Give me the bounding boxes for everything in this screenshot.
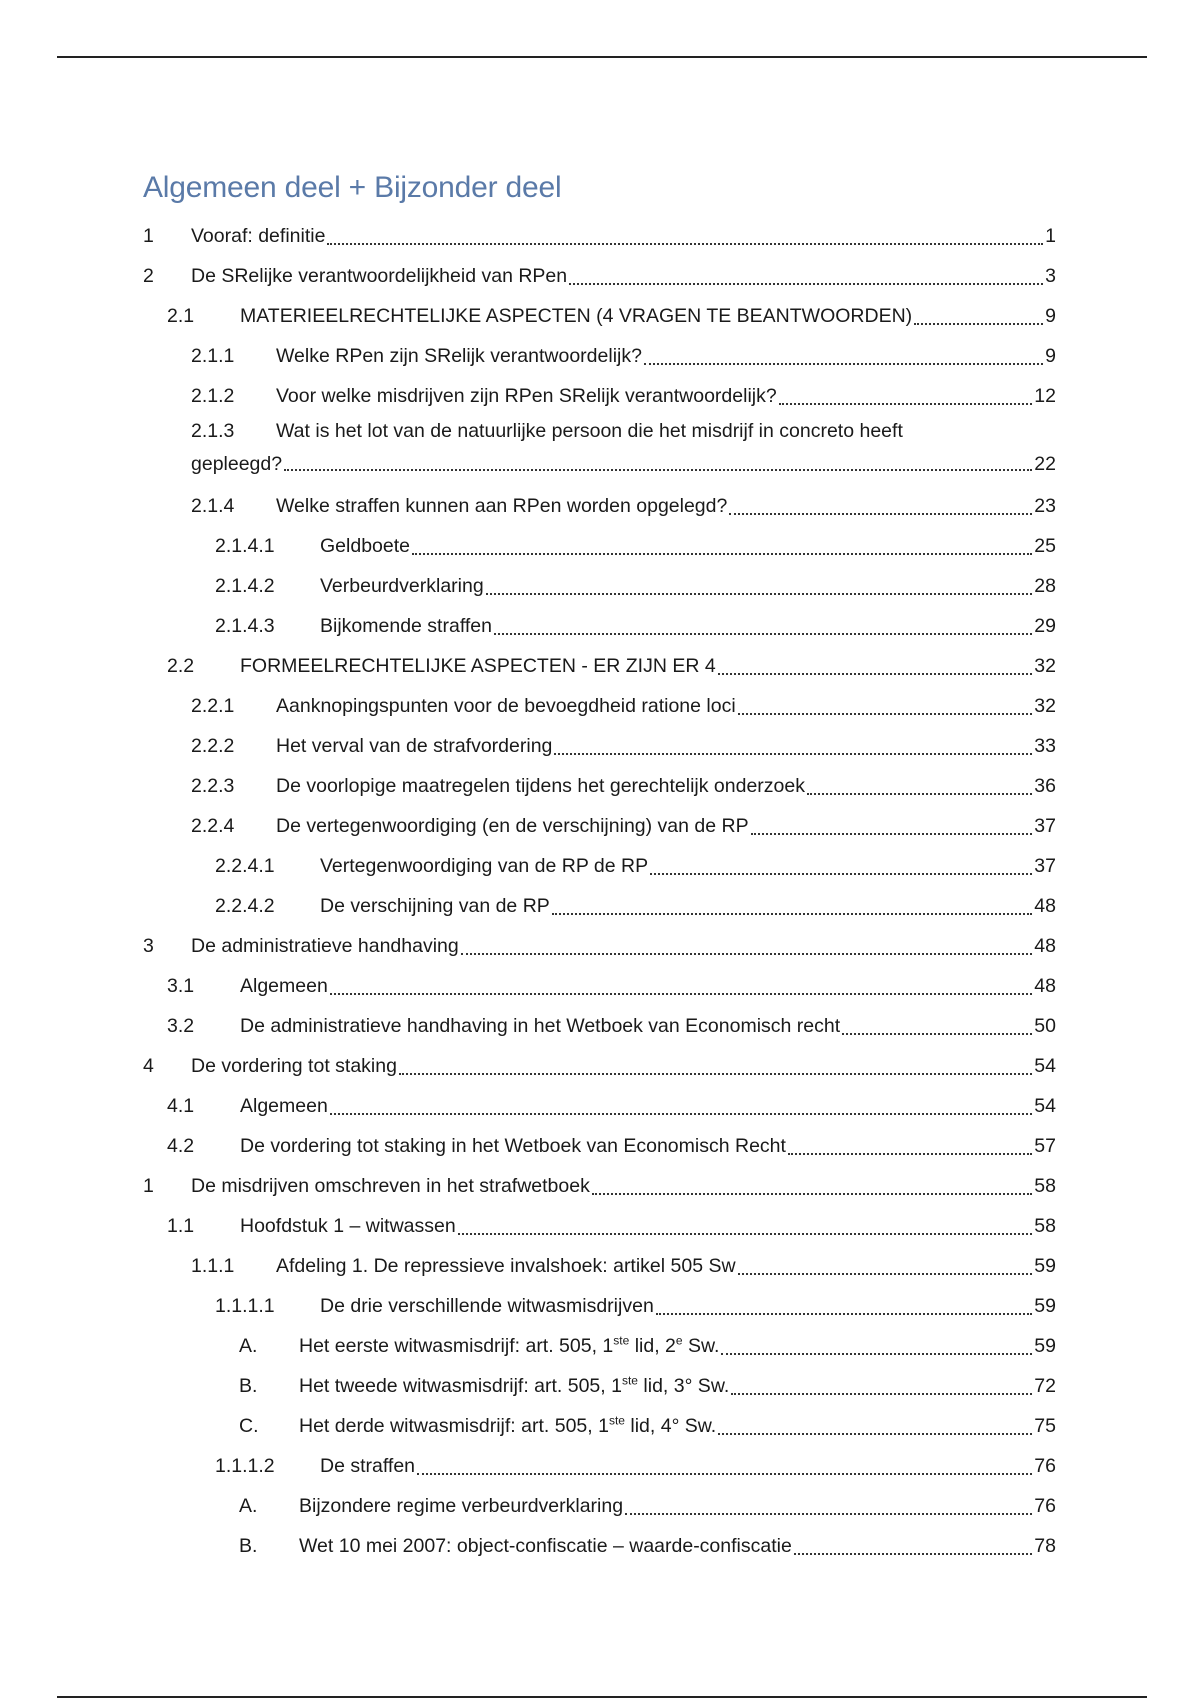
- toc-entry[interactable]: [143, 1446, 1056, 1486]
- toc-entry-number: 4.1: [167, 1095, 195, 1117]
- toc-entry[interactable]: [143, 726, 1056, 766]
- toc-entry-number: 2.2.4.2: [215, 895, 275, 917]
- toc-entry[interactable]: [143, 376, 1056, 416]
- dot-leader: [461, 953, 1033, 955]
- toc-page-number: 76: [1034, 1455, 1056, 1477]
- toc-entry-text: Bijzondere regime verbeurdverklaring: [299, 1495, 624, 1517]
- footer-rule: [57, 1696, 1147, 1698]
- toc-entry-number: 2.2: [167, 655, 195, 677]
- dot-leader: [731, 1393, 1032, 1395]
- toc-entry[interactable]: [143, 686, 1056, 726]
- text-fragment: lid, 3° Sw.: [637, 1375, 730, 1397]
- toc-entry-text: Welke straffen kunnen aan RPen worden opgelegd?: [276, 495, 728, 517]
- toc-page-number: 50: [1034, 1015, 1056, 1037]
- toc-entry[interactable]: [143, 806, 1056, 846]
- toc-entry-text: Wat is het lot van de natuurlijke persoon die het misdrijf in concreto heeft: [276, 420, 903, 442]
- dot-leader: [330, 1113, 1032, 1115]
- toc-entry-text: FORMEELRECHTELIJKE ASPECTEN - ER ZIJN ER 4: [240, 655, 716, 677]
- toc-title: Algemeen deel + Bijzonder deel: [143, 171, 562, 204]
- toc-entry-text: De vordering tot staking: [191, 1055, 397, 1077]
- toc-page-number: 32: [1034, 655, 1056, 677]
- toc-page-number: 36: [1034, 775, 1056, 797]
- toc-entry[interactable]: [143, 766, 1056, 806]
- dot-leader: [327, 243, 1043, 245]
- dot-leader: [417, 1473, 1032, 1475]
- toc-entry[interactable]: [143, 566, 1056, 606]
- toc-page-number: 37: [1034, 815, 1056, 837]
- dot-leader: [718, 1433, 1032, 1435]
- dot-leader: [486, 593, 1033, 595]
- toc-entry[interactable]: [143, 926, 1056, 966]
- toc-entry-number: 2.1.4.1: [215, 535, 275, 557]
- toc-entry-number: 2.1.4: [191, 495, 235, 517]
- toc-entry[interactable]: [143, 256, 1056, 296]
- toc-entry-number: 2.2.3: [191, 775, 235, 797]
- toc-entry-text: De SRelijke verantwoordelijkheid van RPen: [191, 265, 568, 287]
- toc-entry-number: 1.1.1: [191, 1255, 235, 1277]
- toc-page-number: 54: [1034, 1055, 1056, 1077]
- dot-leader: [729, 513, 1032, 515]
- dot-leader: [794, 1553, 1032, 1555]
- toc-entry-text: [299, 1406, 716, 1446]
- dot-leader: [458, 1233, 1033, 1235]
- toc-entry-number: 1: [143, 225, 154, 247]
- toc-entry-number: 2.1.1: [191, 345, 235, 367]
- toc-entry[interactable]: [143, 966, 1056, 1006]
- toc-entry-number: 2.2.4: [191, 815, 235, 837]
- toc-entry-number: 3.2: [167, 1015, 195, 1037]
- toc-entry-text: Welke RPen zijn SRelijk verantwoordelijk?: [276, 345, 642, 367]
- text-fragment: lid, 4° Sw.: [624, 1415, 717, 1437]
- toc-entry-number: B.: [239, 1375, 258, 1397]
- toc-entries: [143, 216, 1056, 1566]
- toc-page-number: 33: [1034, 735, 1056, 757]
- toc-entry[interactable]: [143, 1086, 1056, 1126]
- dot-leader: [625, 1513, 1032, 1515]
- toc-entry-text: De administratieve handhaving: [191, 935, 459, 957]
- toc-page-number: 48: [1034, 975, 1056, 997]
- toc-entry[interactable]: [143, 486, 1056, 526]
- text-fragment: Het tweede witwasmisdrijf: art. 505, 1: [299, 1375, 622, 1397]
- toc-page-number: 78: [1034, 1535, 1056, 1557]
- toc-entry[interactable]: [143, 1046, 1056, 1086]
- dot-leader: [399, 1073, 1032, 1075]
- dot-leader: [330, 993, 1032, 995]
- dot-leader: [554, 753, 1032, 755]
- table-of-contents: [143, 168, 1056, 1566]
- superscript: ste: [608, 1413, 625, 1428]
- toc-entry-number: 2: [143, 265, 154, 287]
- toc-entry-text: Bijkomende straffen: [320, 615, 492, 637]
- toc-entry-number: 2.1: [167, 305, 195, 327]
- toc-page-number: 25: [1034, 535, 1056, 557]
- toc-entry-text: Algemeen: [240, 975, 328, 997]
- dot-leader: [412, 553, 1032, 555]
- toc-entry-number: A.: [239, 1335, 258, 1357]
- toc-page-number: 9: [1045, 305, 1056, 327]
- dot-leader: [914, 323, 1043, 325]
- toc-entry-number: A.: [239, 1495, 258, 1517]
- toc-entry[interactable]: [143, 1526, 1056, 1566]
- toc-entry[interactable]: [143, 416, 1056, 486]
- dot-leader: [788, 1153, 1032, 1155]
- toc-entry-number: 1.1.1.1: [215, 1295, 275, 1317]
- toc-entry-text: Vertegenwoordiging van de RP de RP: [320, 855, 649, 877]
- toc-entry-text: De drie verschillende witwasmisdrijven: [320, 1295, 654, 1317]
- toc-entry-number: 2.1.2: [191, 385, 235, 407]
- toc-entry-number: 2.2.4.1: [215, 855, 275, 877]
- toc-entry-text: De administratieve handhaving in het Wetboek van Economisch recht: [240, 1015, 841, 1037]
- superscript: e: [675, 1333, 683, 1348]
- text-fragment: Sw.: [682, 1335, 720, 1357]
- dot-leader: [738, 1273, 1033, 1275]
- toc-entry-number: B.: [239, 1535, 258, 1557]
- toc-entry[interactable]: [143, 1126, 1056, 1166]
- dot-leader: [569, 283, 1043, 285]
- toc-page-number: 59: [1034, 1255, 1056, 1277]
- toc-entry[interactable]: [143, 846, 1056, 886]
- toc-entry-text-continued: gepleegd?: [191, 453, 283, 475]
- toc-entry-number: 1.1.1.2: [215, 1455, 275, 1477]
- toc-entry[interactable]: [143, 1006, 1056, 1046]
- dot-leader: [650, 873, 1032, 875]
- toc-entry[interactable]: [143, 1326, 1056, 1366]
- toc-entry-number: C.: [239, 1415, 259, 1437]
- dot-leader: [807, 793, 1032, 795]
- toc-entry-text: De straffen: [320, 1455, 416, 1477]
- toc-page-number: 57: [1034, 1135, 1056, 1157]
- toc-entry-number: 1: [143, 1175, 154, 1197]
- toc-page-number: 59: [1034, 1335, 1056, 1357]
- toc-entry-number: 3.1: [167, 975, 195, 997]
- toc-entry-number: 2.2.1: [191, 695, 235, 717]
- toc-entry-number: 3: [143, 935, 154, 957]
- toc-entry-text: De vordering tot staking in het Wetboek van Economisch Recht: [240, 1135, 786, 1157]
- toc-entry-text: Hoofdstuk 1 – witwassen: [240, 1215, 456, 1237]
- text-fragment: Het eerste witwasmisdrijf: art. 505, 1: [299, 1335, 614, 1357]
- dot-leader: [552, 913, 1033, 915]
- superscript: ste: [613, 1333, 630, 1348]
- toc-entry[interactable]: [143, 216, 1056, 256]
- dot-leader: [656, 1313, 1033, 1315]
- toc-page-number: 9: [1045, 345, 1056, 367]
- toc-page-number: 54: [1034, 1095, 1056, 1117]
- toc-page-number: 48: [1034, 895, 1056, 917]
- toc-page-number: 48: [1034, 935, 1056, 957]
- toc-page-number: 59: [1034, 1295, 1056, 1317]
- toc-page-number: 22: [1034, 453, 1056, 475]
- toc-entry-text: Voor welke misdrijven zijn RPen SRelijk verantwoordelijk?: [276, 385, 777, 407]
- toc-entry[interactable]: [143, 646, 1056, 686]
- toc-entry[interactable]: [143, 526, 1056, 566]
- toc-entry-number: 4: [143, 1055, 154, 1077]
- toc-entry-text: [299, 1326, 719, 1366]
- toc-entry-text: MATERIEELRECHTELIJKE ASPECTEN (4 VRAGEN TE BEANTWOORDEN): [240, 305, 913, 327]
- toc-page-number: 76: [1034, 1495, 1056, 1517]
- superscript: ste: [621, 1373, 638, 1388]
- toc-page-number: 58: [1034, 1215, 1056, 1237]
- toc-entry-text: De misdrijven omschreven in het strafwetboek: [191, 1175, 590, 1197]
- toc-entry-text: Verbeurdverklaring: [320, 575, 484, 597]
- toc-entry[interactable]: [143, 1286, 1056, 1326]
- dot-leader: [738, 713, 1033, 715]
- toc-entry[interactable]: [143, 1246, 1056, 1286]
- toc-page-number: 23: [1034, 495, 1056, 517]
- dot-leader: [721, 1353, 1032, 1355]
- toc-entry[interactable]: [143, 1206, 1056, 1246]
- toc-page-number: 37: [1034, 855, 1056, 877]
- toc-page-number: 58: [1034, 1175, 1056, 1197]
- toc-entry-text: Wet 10 mei 2007: object-confiscatie – waarde-confiscatie: [299, 1535, 792, 1557]
- toc-entry-number: 2.1.4.3: [215, 615, 275, 637]
- toc-entry[interactable]: [143, 1366, 1056, 1406]
- dot-leader: [592, 1193, 1032, 1195]
- toc-entry-text: [299, 1366, 729, 1406]
- dot-leader: [751, 833, 1033, 835]
- toc-entry-text: De vertegenwoordiging (en de verschijning) van de RP: [276, 815, 749, 837]
- toc-entry-text: Vooraf: definitie: [191, 225, 326, 247]
- toc-page-number: 3: [1045, 265, 1056, 287]
- toc-entry-number: 2.1.4.2: [215, 575, 275, 597]
- toc-entry[interactable]: [143, 1406, 1056, 1446]
- toc-entry-text: Algemeen: [240, 1095, 328, 1117]
- header-rule: [57, 56, 1147, 58]
- toc-entry-number: 1.1: [167, 1215, 195, 1237]
- toc-entry[interactable]: [143, 1486, 1056, 1526]
- toc-page-number: 29: [1034, 615, 1056, 637]
- toc-entry[interactable]: [143, 1166, 1056, 1206]
- toc-entry[interactable]: [143, 296, 1056, 336]
- toc-page-number: 1: [1045, 225, 1056, 247]
- toc-entry[interactable]: [143, 886, 1056, 926]
- dot-leader: [779, 403, 1033, 405]
- toc-entry-number: 4.2: [167, 1135, 195, 1157]
- toc-entry[interactable]: [143, 336, 1056, 376]
- toc-page-number: 12: [1034, 385, 1056, 407]
- text-fragment: Het derde witwasmisdrijf: art. 505, 1: [299, 1415, 609, 1437]
- toc-entry-number: 2.1.3: [191, 420, 235, 442]
- toc-page-number: 28: [1034, 575, 1056, 597]
- toc-entry-text: De verschijning van de RP: [320, 895, 550, 917]
- toc-entry-text: Het verval van de strafvordering: [276, 735, 553, 757]
- toc-page-number: 72: [1034, 1375, 1056, 1397]
- toc-page-number: 32: [1034, 695, 1056, 717]
- toc-entry-text: De voorlopige maatregelen tijdens het gerechtelijk onderzoek: [276, 775, 805, 797]
- dot-leader: [494, 633, 1032, 635]
- toc-entry[interactable]: [143, 606, 1056, 646]
- text-fragment: lid, 2: [629, 1335, 676, 1357]
- dot-leader: [644, 363, 1043, 365]
- toc-page-number: 75: [1034, 1415, 1056, 1437]
- toc-entry-number: 2.2.2: [191, 735, 235, 757]
- dot-leader: [718, 673, 1033, 675]
- toc-entry-text: Aanknopingspunten voor de bevoegdheid ratione loci: [276, 695, 736, 717]
- dot-leader: [842, 1033, 1032, 1035]
- toc-entry-text: Afdeling 1. De repressieve invalshoek: artikel 505 Sw: [276, 1255, 736, 1277]
- dot-leader: [284, 469, 1032, 471]
- toc-entry-text: Geldboete: [320, 535, 410, 557]
